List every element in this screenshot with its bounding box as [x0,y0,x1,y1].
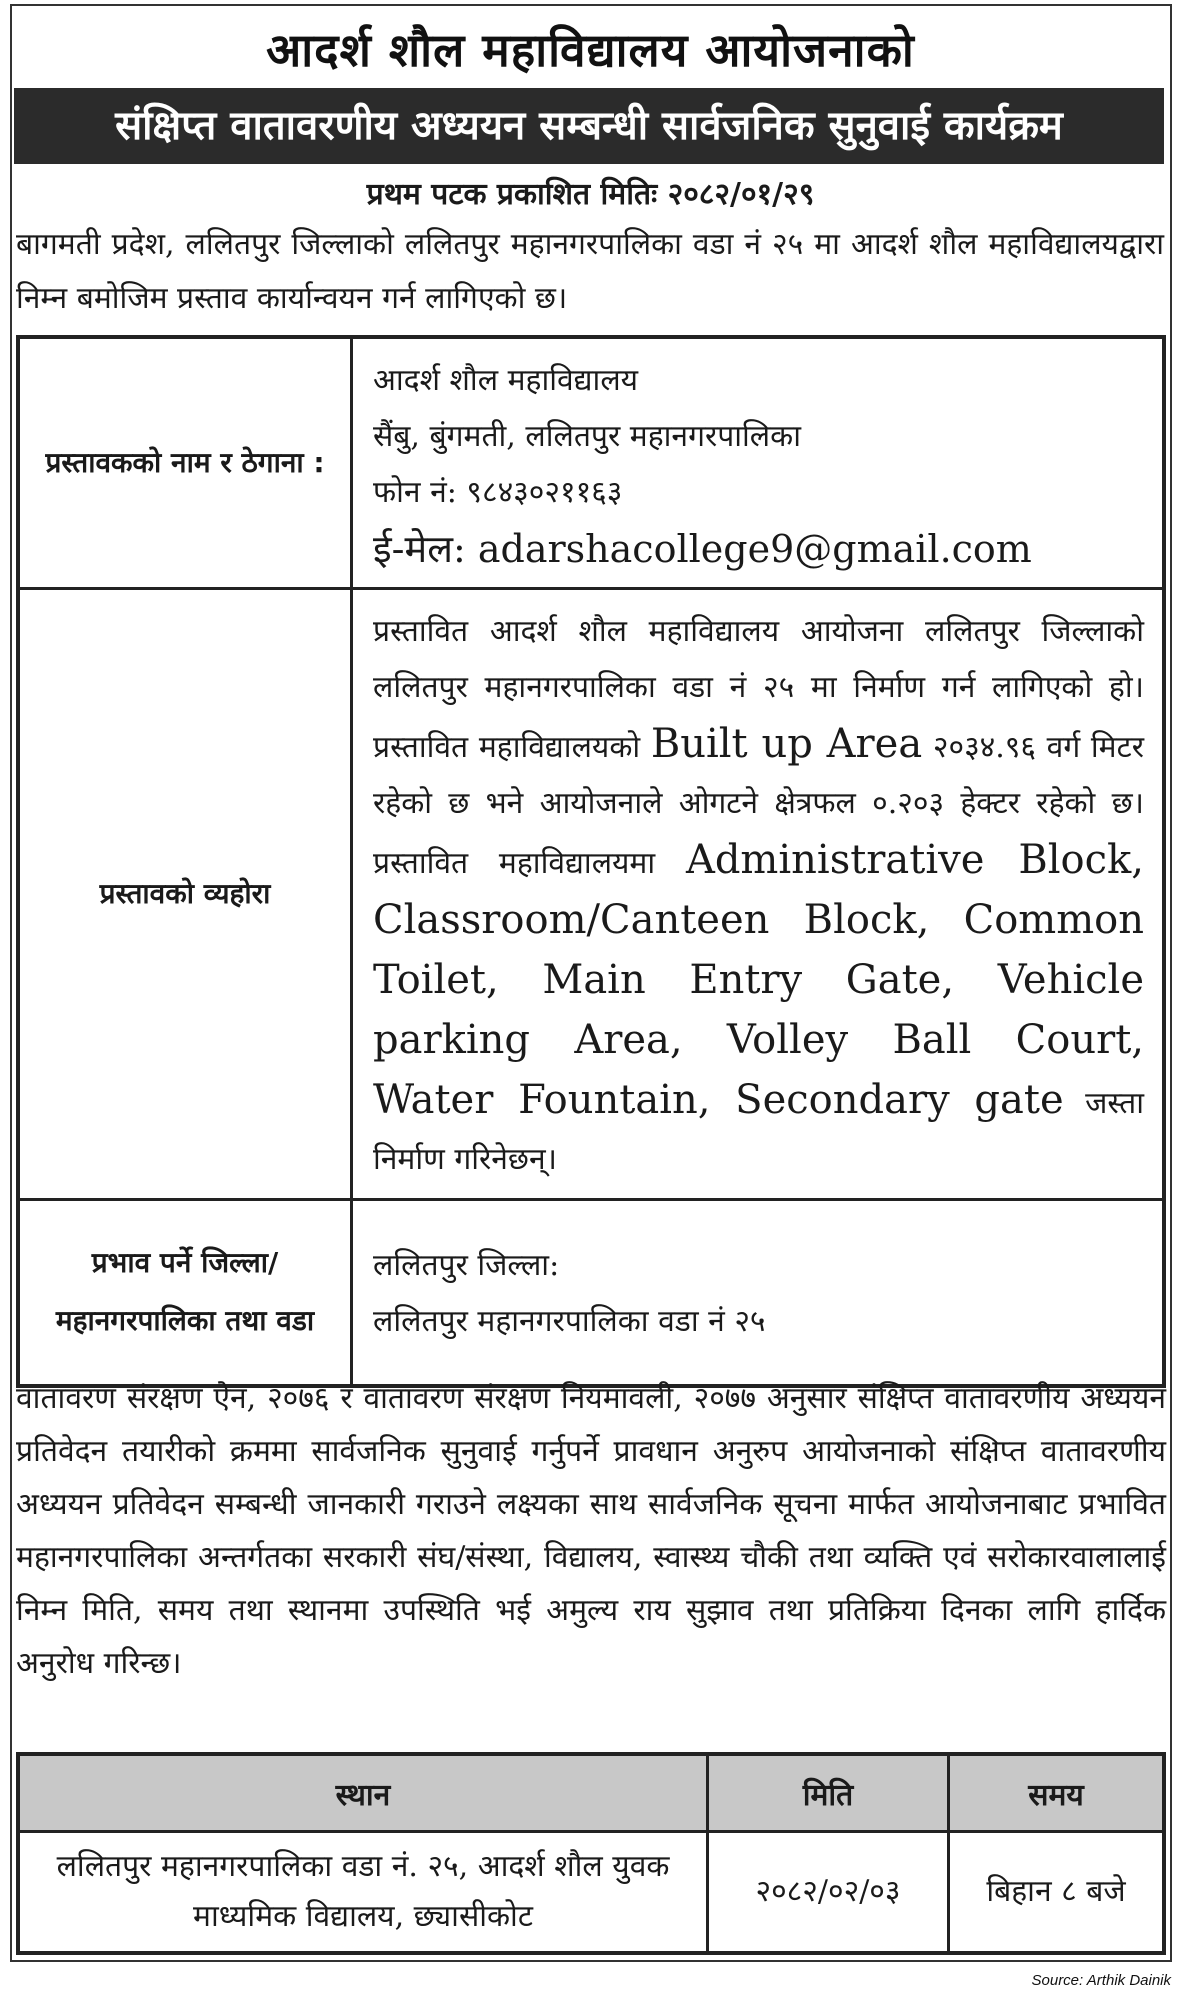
source-credit: Source: Arthik Dainik [1031,1972,1171,1989]
header-place: स्थान [18,1754,708,1832]
hearing-request-paragraph: वातावरण संरक्षण ऐन, २०७६ र वातावरण संरक्षण नियमावली, २०७७ अनुसार संक्षिप्त वातावरणीय अध्ययन प्रतिवेदन तयारीको क्रममा सार्वजनिक सुनुवाई गर्नुपर्ने प्रावधान अनुरुप आयोजनाको संक्षिप्त वातावरणीय अध्ययन प्रतिवेदन सम्बन्धी जानकारी गराउने लक्ष्यका साथ सार्वजनिक सूचना मार्फत आयोजनाबाट प्रभावित महानगरपालिका अन्तर्गतका सरकारी संघ/संस्था, विद्यालय, स्वास्थ्य चौकी तथा व्यक्ति एवं सरोकारवालालाई निम्न मिति, समय तथा स्थानमा उपस्थिति भई अमुल्य राय सुझाव तथा प्रतिक्रिया दिनका लागि हार्दिक अनुरोध गरिन्छ। [16,1381,1166,1681]
proposal-text-en-2: Administrative Block, Classroom/Canteen Block, Common Toilet, Main Entry Gate, Vehicle parking Area, Volley Ball Court, Water Fountain, Secondary gate [373,837,1144,1123]
notice-subtitle: संक्षिप्त वातावरणीय अध्ययन सम्बन्धी सार्वजनिक सुनुवाई कार्यक्रम [14,88,1164,164]
schedule-place: ललितपुर महानगरपालिका वडा नं. २५, आदर्श शौल युवक माध्यमिक विद्यालय, छ्यासीकोट [18,1832,708,1954]
affected-area [352,1200,1165,1386]
schedule-table [16,1752,1166,1955]
schedule-time: बिहान ८ बजे [949,1832,1165,1954]
header-date: मिति [708,1754,949,1832]
proponent-label: प्रस्तावकको नाम र ठेगाना : [18,337,352,589]
proponent-details [352,337,1165,589]
table-row [18,1200,1164,1386]
intro-paragraph: बागमती प्रदेश, ललितपुर जिल्लाको ललितपुर महानगरपालिका वडा नं २५ मा आदर्श शौल महाविद्यालयद्वारा निम्न बमोजिम प्रस्ताव कार्यान्वयन गर्न लागिएको छ। [16,227,1164,316]
project-info-table [16,335,1166,1388]
table-row [18,337,1164,589]
header-time: समय [949,1754,1165,1832]
proposal-label: प्रस्तावको व्यहोरा [18,589,352,1200]
proposal-text-en-1: Built up Area [650,721,923,767]
proposal-text-3: जस्ता निर्माण गरिनेछन्। [373,1086,1144,1177]
proponent-address: सैंबु, बुंगमती, ललितपुर महानगरपालिका [373,419,801,454]
proponent-name: आदर्श शौल महाविद्यालय [373,363,639,398]
proposal-text-2: २०३४.९६ वर्ग मिटर रहेको छ भने आयोजनाले ओगटने क्षेत्रफल ०.२०३ हेक्टर रहेको छ। प्रस्तावित महाविद्यालयमा [373,730,1144,881]
table-row [18,589,1164,1200]
table-row [18,1832,1164,1954]
affected-label: प्रभाव पर्ने जिल्ला/ महानगरपालिका तथा वडा [18,1200,352,1386]
schedule-date: २०८२/०२/०३ [708,1832,949,1954]
proposal-description [352,589,1165,1200]
table-header-row [18,1754,1164,1832]
affected-municipality: ललितपुर महानगरपालिका वडा नं २५ [373,1304,766,1340]
proponent-email: ई-मेल: adarshacollege9@gmail.com [373,527,1032,571]
published-date: प्रथम पटक प्रकाशित मितिः २०८२/०१/२९ [366,177,815,212]
proposal-text-1: प्रस्तावित आदर्श शौल महाविद्यालय आयोजना ललितपुर जिल्लाको ललितपुर महानगरपालिका वडा नं २५ मा निर्माण गर्न लागिएको हो। प्रस्तावित महाविद्यालयको [373,614,1144,765]
affected-district: ललितपुर जिल्ला: [373,1248,560,1284]
proponent-phone: फोन नं: ९८४३०२११६३ [373,475,623,510]
notice-title: आदर्श शौल महाविद्यालय आयोजनाको [266,23,915,77]
